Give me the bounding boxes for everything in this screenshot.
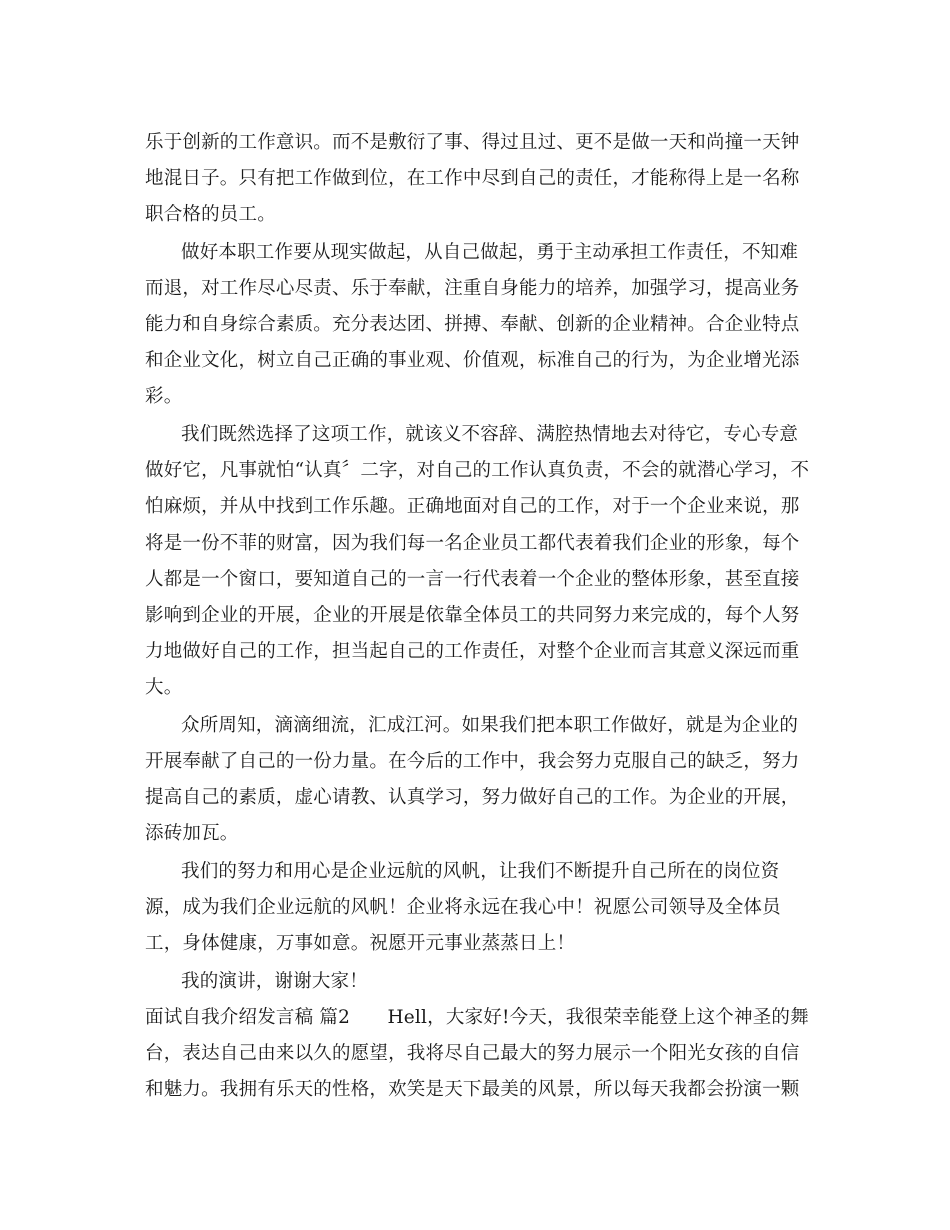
text-line: 影响到企业的开展，企业的开展是依靠全体员工的共同努力来完成的，每个人努 <box>145 605 800 626</box>
text-line: 大。 <box>145 677 183 698</box>
text-line: 做好它，凡事就怕“认真〞二字，对自己的工作认真负责，不会的就潜心学习，不 <box>145 460 810 481</box>
text-line: 人都是一个窗口，要知道自己的一言一行代表着一个企业的整体形象，甚至直接 <box>145 569 800 590</box>
text-line: 职合格的员工。 <box>145 204 276 225</box>
text-line: 地混日子。只有把工作做到位，在工作中尽到自己的责任，才能称得上是一名称 <box>145 168 800 189</box>
text-line: 台，表达自己由来以久的愿望，我将尽自己最大的努力展示一个阳光女孩的自信 <box>145 1043 800 1064</box>
text-line: 开展奉献了自己的一份力量。在今后的工作中，我会努力克服自己的缺乏，努力 <box>145 751 800 772</box>
text-line: 和企业文化，树立自己正确的事业观、价值观，标准自己的行为，为企业增光添 <box>145 350 800 371</box>
text-line: 源，成为我们企业远航的风帆！企业将永远在我心中！祝愿公司领导及全体员 <box>145 897 781 918</box>
text-line: 提高自己的素质，虚心请教、认真学习，努力做好自己的工作。为企业的开展， <box>145 787 800 808</box>
text-line: 而退，对工作尽心尽责、乐于奉献，注重自身能力的培养，加强学习，提高业务 <box>145 278 800 299</box>
text-line: 乐于创新的工作意识。而不是敷衍了事、得过且过、更不是做一天和尚撞一天钟 <box>145 132 800 153</box>
text-line: 和魅力。我拥有乐天的性格，欢笑是天下最美的风景，所以每天我都会扮演一颗 <box>145 1079 800 1100</box>
text-line: 怕麻烦，并从中找到工作乐趣。正确地面对自己的工作，对于一个企业来说，那 <box>145 496 800 517</box>
text-line: 彩。 <box>145 386 183 407</box>
text-line: 众所周知，滴滴细流，汇成江河。如果我们把本职工作做好，就是为企业的 <box>181 715 799 736</box>
text-line: 我们既然选择了这项工作，就该义不容辞、满腔热情地去对待它，专心专意 <box>181 424 799 445</box>
text-line: 添砖加瓦。 <box>145 823 239 844</box>
text-line: 我们的努力和用心是企业远航的风帆，让我们不断提升自己所在的岗位资 <box>181 861 780 882</box>
text-line: 面试自我介绍发言稿 篇2 Hell，大家好!今天，我很荣幸能登上这个神圣的舞 <box>145 1007 809 1028</box>
text-line: 做好本职工作要从现实做起，从自己做起，勇于主动承担工作责任，不知难 <box>181 242 799 263</box>
text-line: 能力和自身综合素质。充分表达团、拼搏、奉献、创新的企业精神。合企业特点 <box>145 314 800 335</box>
text-line: 工，身体健康，万事如意。祝愿开元事业蒸蒸日上！ <box>145 933 576 954</box>
text-line: 将是一份不菲的财富，因为我们每一名企业员工都代表着我们企业的形象，每个 <box>145 533 800 554</box>
text-line: 力地做好自己的工作，担当起自己的工作责任，对整个企业而言其意义深远而重 <box>145 641 800 662</box>
text-line: 我的演讲，谢谢大家！ <box>181 971 369 992</box>
